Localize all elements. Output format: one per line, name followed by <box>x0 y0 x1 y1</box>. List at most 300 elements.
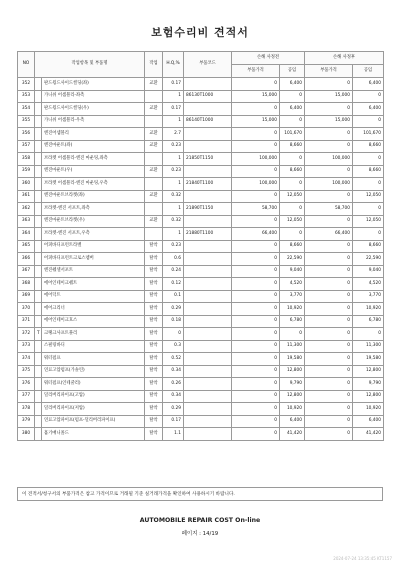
row-part-code <box>184 403 232 416</box>
row-labor-before: 0 <box>280 228 305 241</box>
row-part-price-before: 0 <box>232 103 280 116</box>
table-row <box>18 165 384 178</box>
row-labor-before: 10,920 <box>280 403 305 416</box>
row-part-price-after: 0 <box>305 365 353 378</box>
row-item-name: 브라켓-엔진 서포트,우측 <box>42 228 145 241</box>
table-row <box>18 278 384 291</box>
row-hq: 0.34 <box>163 390 184 403</box>
row-mark <box>35 115 42 128</box>
header-item-name: 작업항목 및 부품명 <box>35 52 145 78</box>
row-mark <box>35 315 42 328</box>
row-part-code: 86140T1000 <box>184 115 232 128</box>
row-labor-after: 8,660 <box>353 140 384 153</box>
row-labor-after: 0 <box>353 115 384 128</box>
header-after-assessment: 손해 사정후 <box>305 52 384 65</box>
row-no: 379 <box>18 415 35 428</box>
row-labor-after: 12,800 <box>353 365 384 378</box>
row-mark <box>35 415 42 428</box>
row-part-price-before: 0 <box>232 353 280 366</box>
row-labor-before: 8,660 <box>280 140 305 153</box>
row-part-code <box>184 103 232 116</box>
row-item-name: 엔진마운트브라켓(우) <box>42 215 145 228</box>
row-item-name: 연료고압펌프(가솔린) <box>42 365 145 378</box>
row-item-name: 워터펌프 <box>42 353 145 366</box>
row-hq: 0.12 <box>163 278 184 291</box>
row-mark <box>35 240 42 253</box>
row-part-price-before: 0 <box>232 78 280 91</box>
row-part-price-after: 0 <box>305 315 353 328</box>
row-part-price-before: 0 <box>232 428 280 441</box>
row-item-name: 딜리버리파이프(저압) <box>42 403 145 416</box>
row-part-price-before: 0 <box>232 328 280 341</box>
row-part-price-before: 0 <box>232 415 280 428</box>
row-labor-after: 22,590 <box>353 253 384 266</box>
row-part-price-before: 15,000 <box>232 90 280 103</box>
row-part-price-before: 0 <box>232 403 280 416</box>
row-item-name: 엔진마운트(우) <box>42 165 145 178</box>
header-part-price-after: 부품가격 <box>305 65 353 78</box>
row-part-code <box>184 215 232 228</box>
footer-title: AUTOMOBILE REPAIR COST On-line <box>139 517 261 524</box>
row-work-type: 탈착 <box>145 278 163 291</box>
row-part-price-after: 0 <box>305 378 353 391</box>
row-mark <box>35 165 42 178</box>
row-hq: 0.23 <box>163 240 184 253</box>
row-labor-after: 3,770 <box>353 290 384 303</box>
row-labor-after: 12,050 <box>353 190 384 203</box>
row-part-price-before: 0 <box>232 290 280 303</box>
row-labor-after: 6,400 <box>353 78 384 91</box>
page-number: 페이지 : 14/19 <box>181 531 219 537</box>
row-hq: 0.34 <box>163 365 184 378</box>
row-labor-after: 9,040 <box>353 265 384 278</box>
row-no: 371 <box>18 315 35 328</box>
row-labor-before: 41,420 <box>280 428 305 441</box>
row-item-name: 워터펌프(인테쿨러) <box>42 378 145 391</box>
row-part-price-before: 0 <box>232 215 280 228</box>
row-hq: 0.29 <box>163 403 184 416</box>
row-work-type: 교환 <box>145 165 163 178</box>
row-labor-before: 10,920 <box>280 303 305 316</box>
row-item-name: 엔진어셈블리 <box>42 128 145 141</box>
row-work-type: 교환 <box>145 128 163 141</box>
row-hq: 0.32 <box>163 190 184 203</box>
row-part-price-before: 0 <box>232 303 280 316</box>
row-part-price-after: 0 <box>305 215 353 228</box>
row-labor-before: 0 <box>280 90 305 103</box>
row-part-price-before: 0 <box>232 190 280 203</box>
row-hq: 1 <box>163 153 184 166</box>
table-body <box>18 78 384 441</box>
row-hq: 0.3 <box>163 340 184 353</box>
row-no: 362 <box>18 203 35 216</box>
row-item-name: 판드윙드사이드씰딩(좌) <box>42 78 145 91</box>
row-no: 367 <box>18 265 35 278</box>
row-labor-before: 3,770 <box>280 290 305 303</box>
row-part-price-before: 58,700 <box>232 203 280 216</box>
table-row <box>18 190 384 203</box>
row-hq: 1.1 <box>163 428 184 441</box>
row-item-name: 에어크리너 <box>42 303 145 316</box>
row-hq: 0.23 <box>163 140 184 153</box>
row-part-code <box>184 428 232 441</box>
row-hq: 1 <box>163 178 184 191</box>
row-hq: 0 <box>163 328 184 341</box>
row-mark <box>35 303 42 316</box>
row-labor-after: 0 <box>353 153 384 166</box>
row-item-name: 스필링바디 <box>42 340 145 353</box>
row-labor-before: 4,520 <box>280 278 305 291</box>
row-work-type: 교환 <box>145 215 163 228</box>
row-work-type: 탈착 <box>145 340 163 353</box>
row-item-name: 딜리버리파이프(고압) <box>42 390 145 403</box>
row-mark <box>35 103 42 116</box>
row-hq: 0.17 <box>163 78 184 91</box>
row-mark <box>35 340 42 353</box>
row-hq: 0.52 <box>163 353 184 366</box>
row-no: 372 <box>18 328 35 341</box>
row-part-code <box>184 278 232 291</box>
row-part-code: 21850T1150 <box>184 153 232 166</box>
row-item-name: 엔진마운트(좌) <box>42 140 145 153</box>
row-part-price-after: 15,000 <box>305 90 353 103</box>
row-labor-before: 19,580 <box>280 353 305 366</box>
row-part-price-before: 100,000 <box>232 178 280 191</box>
row-part-code <box>184 265 232 278</box>
row-part-price-after: 0 <box>305 78 353 91</box>
row-item-name: 가니쉬 어셈블리-우측 <box>42 115 145 128</box>
table-row <box>18 303 384 316</box>
row-part-code <box>184 240 232 253</box>
row-no: 374 <box>18 353 35 366</box>
row-work-type: 탈착 <box>145 390 163 403</box>
row-labor-after: 10,920 <box>353 403 384 416</box>
row-hq: 1 <box>163 228 184 241</box>
row-labor-after: 8,660 <box>353 165 384 178</box>
row-hq: 1 <box>163 203 184 216</box>
row-labor-after: 4,520 <box>353 278 384 291</box>
row-mark <box>35 203 42 216</box>
row-labor-after: 19,580 <box>353 353 384 366</box>
row-no: 361 <box>18 190 35 203</box>
row-mark <box>35 78 42 91</box>
table-row <box>18 228 384 241</box>
row-hq: 0.6 <box>163 253 184 266</box>
row-mark <box>35 153 42 166</box>
row-item-name: 에어인테이크호스 <box>42 315 145 328</box>
row-no: 373 <box>18 340 35 353</box>
row-hq: 0.17 <box>163 415 184 428</box>
row-mark: T <box>35 328 42 341</box>
row-mark <box>35 278 42 291</box>
row-mark <box>35 290 42 303</box>
row-part-price-before: 0 <box>232 165 280 178</box>
row-mark <box>35 378 42 391</box>
header-part-price-before: 부품가격 <box>232 65 280 78</box>
row-part-price-before: 0 <box>232 340 280 353</box>
row-work-type: 탈착 <box>145 353 163 366</box>
row-item-name: 브라켓 어셈블리-엔진 마운팅,우측 <box>42 178 145 191</box>
row-work-type: 탈착 <box>145 315 163 328</box>
row-labor-after: 0 <box>353 203 384 216</box>
row-hq: 2.7 <box>163 128 184 141</box>
row-part-price-after: 0 <box>305 340 353 353</box>
row-labor-before: 6,400 <box>280 78 305 91</box>
row-item-name: 연료고압파이프(펌프-딜리버리파이프) <box>42 415 145 428</box>
row-work-type: 탈착 <box>145 303 163 316</box>
row-part-code <box>184 328 232 341</box>
header-part-code: 부품코드 <box>184 52 232 78</box>
table-row <box>18 403 384 416</box>
row-mark <box>35 428 42 441</box>
row-part-price-after: 15,000 <box>305 115 353 128</box>
row-work-type: 교환 <box>145 190 163 203</box>
row-no: 366 <box>18 253 35 266</box>
table-row <box>18 315 384 328</box>
row-work-type <box>145 203 163 216</box>
row-hq: 0.32 <box>163 215 184 228</box>
row-item-name: 브라켓 어셈블리-엔진 마운팅,좌측 <box>42 153 145 166</box>
row-part-code <box>184 290 232 303</box>
row-labor-before: 12,800 <box>280 390 305 403</box>
row-no: 368 <box>18 278 35 291</box>
row-part-price-before: 100,000 <box>232 153 280 166</box>
row-no: 358 <box>18 153 35 166</box>
table-row <box>18 390 384 403</box>
row-labor-after: 6,400 <box>353 415 384 428</box>
row-labor-after: 0 <box>353 90 384 103</box>
row-part-price-before: 0 <box>232 253 280 266</box>
table-row <box>18 203 384 216</box>
row-part-code: 86130T1000 <box>184 90 232 103</box>
row-part-price-after: 0 <box>305 353 353 366</box>
table-row <box>18 178 384 191</box>
row-labor-after: 10,920 <box>353 303 384 316</box>
row-work-type: 탈착 <box>145 265 163 278</box>
row-part-code: 21880T1100 <box>184 228 232 241</box>
row-part-price-after: 66,400 <box>305 228 353 241</box>
table-row <box>18 265 384 278</box>
row-part-price-after: 0 <box>305 128 353 141</box>
row-work-type: 탈착 <box>145 328 163 341</box>
row-work-type: 탈착 <box>145 290 163 303</box>
row-part-code <box>184 140 232 153</box>
row-labor-after: 0 <box>353 178 384 191</box>
table-row <box>18 340 384 353</box>
row-labor-after: 11,300 <box>353 340 384 353</box>
row-item-name: 엔진쉘셀서포트 <box>42 265 145 278</box>
row-part-price-after: 0 <box>305 415 353 428</box>
row-part-price-after: 58,700 <box>305 203 353 216</box>
row-labor-before: 0 <box>280 178 305 191</box>
row-hq: 0.23 <box>163 165 184 178</box>
row-part-code <box>184 353 232 366</box>
row-part-code <box>184 378 232 391</box>
row-part-price-before: 0 <box>232 128 280 141</box>
row-item-name: 가니쉬 어셈블리-좌측 <box>42 90 145 103</box>
row-part-price-after: 0 <box>305 303 353 316</box>
row-mark <box>35 215 42 228</box>
row-work-type: 탈착 <box>145 253 163 266</box>
row-item-name: 어퍼바디프런트크로스멤버 <box>42 253 145 266</box>
row-part-code <box>184 190 232 203</box>
table-row <box>18 428 384 441</box>
row-labor-before: 6,400 <box>280 415 305 428</box>
row-hq: 0.18 <box>163 315 184 328</box>
row-labor-after: 9,790 <box>353 378 384 391</box>
row-part-price-after: 0 <box>305 165 353 178</box>
row-part-price-before: 0 <box>232 265 280 278</box>
row-labor-before: 12,050 <box>280 215 305 228</box>
row-part-price-after: 0 <box>305 278 353 291</box>
row-part-code <box>184 390 232 403</box>
row-part-price-before: 15,000 <box>232 115 280 128</box>
row-part-price-after: 100,000 <box>305 178 353 191</box>
row-work-type: 교환 <box>145 103 163 116</box>
notice-box: 이 견적서/청구서의 부품가격은 참고 가격이므로 거래될 기준 실거래가격을 확인하여 사용하시기 바랍니다. <box>17 487 383 501</box>
row-no: 365 <box>18 240 35 253</box>
row-hq: 0.24 <box>163 265 184 278</box>
row-part-code <box>184 365 232 378</box>
row-mark <box>35 390 42 403</box>
row-part-price-after: 0 <box>305 265 353 278</box>
row-part-price-before: 0 <box>232 390 280 403</box>
row-item-name: 어퍼바디프런트라벨 <box>42 240 145 253</box>
row-mark <box>35 190 42 203</box>
row-part-price-after: 0 <box>305 240 353 253</box>
row-labor-before: 0 <box>280 328 305 341</box>
row-labor-before: 101,670 <box>280 128 305 141</box>
row-hq: 1 <box>163 90 184 103</box>
row-work-type <box>145 90 163 103</box>
row-labor-before: 11,300 <box>280 340 305 353</box>
row-labor-before: 12,050 <box>280 190 305 203</box>
row-item-name: 엔진마운트브라켓(좌) <box>42 190 145 203</box>
row-no: 357 <box>18 140 35 153</box>
table-row <box>18 240 384 253</box>
row-work-type: 탈착 <box>145 428 163 441</box>
row-part-price-before: 0 <box>232 140 280 153</box>
header-labor-after: 공임 <box>353 65 384 78</box>
row-no: 376 <box>18 378 35 391</box>
row-part-code <box>184 340 232 353</box>
row-mark <box>35 403 42 416</box>
row-labor-before: 8,660 <box>280 240 305 253</box>
row-work-type: 탈착 <box>145 240 163 253</box>
table-row <box>18 153 384 166</box>
row-hq: 0.26 <box>163 378 184 391</box>
row-part-price-before: 66,400 <box>232 228 280 241</box>
row-mark <box>35 140 42 153</box>
table-row <box>18 328 384 341</box>
table-row <box>18 365 384 378</box>
row-item-name: 크랭크사프트풀리 <box>42 328 145 341</box>
row-labor-after: 0 <box>353 228 384 241</box>
row-hq: 1 <box>163 115 184 128</box>
row-labor-before: 6,400 <box>280 103 305 116</box>
row-part-price-after: 0 <box>305 140 353 153</box>
row-labor-before: 8,660 <box>280 165 305 178</box>
row-part-price-after: 0 <box>305 290 353 303</box>
row-part-price-before: 0 <box>232 378 280 391</box>
row-work-type <box>145 115 163 128</box>
table-header <box>18 52 384 78</box>
row-no: 375 <box>18 365 35 378</box>
row-labor-before: 0 <box>280 115 305 128</box>
row-part-code <box>184 253 232 266</box>
table-row <box>18 415 384 428</box>
row-part-price-after: 0 <box>305 428 353 441</box>
row-hq: 0.29 <box>163 303 184 316</box>
row-part-price-after: 0 <box>305 328 353 341</box>
row-labor-after: 0 <box>353 328 384 341</box>
row-item-name: 에어인테이크쉘트 <box>42 278 145 291</box>
row-labor-after: 6,780 <box>353 315 384 328</box>
row-part-code <box>184 78 232 91</box>
row-no: 363 <box>18 215 35 228</box>
row-labor-before: 9,790 <box>280 378 305 391</box>
row-part-code: 21840T1100 <box>184 178 232 191</box>
header-work: 작업 <box>145 52 163 78</box>
table-row <box>18 115 384 128</box>
row-mark <box>35 178 42 191</box>
row-item-name: 브라켓-엔진 서포트,좌측 <box>42 203 145 216</box>
row-no: 352 <box>18 78 35 91</box>
row-labor-before: 6,780 <box>280 315 305 328</box>
row-part-price-after: 0 <box>305 103 353 116</box>
row-labor-before: 12,800 <box>280 365 305 378</box>
row-item-name: 에어덕트 <box>42 290 145 303</box>
row-work-type: 탈착 <box>145 415 163 428</box>
row-no: 380 <box>18 428 35 441</box>
row-labor-before: 22,590 <box>280 253 305 266</box>
row-no: 364 <box>18 228 35 241</box>
row-work-type: 탈착 <box>145 365 163 378</box>
row-labor-after: 101,670 <box>353 128 384 141</box>
row-labor-after: 6,400 <box>353 103 384 116</box>
row-part-code <box>184 128 232 141</box>
table-row <box>18 378 384 391</box>
row-mark <box>35 353 42 366</box>
row-work-type <box>145 178 163 191</box>
row-part-code <box>184 303 232 316</box>
table-row <box>18 128 384 141</box>
row-no: 359 <box>18 165 35 178</box>
table-row <box>18 140 384 153</box>
row-labor-after: 12,800 <box>353 390 384 403</box>
row-part-price-before: 0 <box>232 278 280 291</box>
row-no: 354 <box>18 103 35 116</box>
row-no: 378 <box>18 403 35 416</box>
row-part-price-after: 100,000 <box>305 153 353 166</box>
row-mark <box>35 365 42 378</box>
row-part-price-before: 0 <box>232 365 280 378</box>
row-mark <box>35 265 42 278</box>
row-item-name: 흡기매니폴드 <box>42 428 145 441</box>
row-part-code <box>184 315 232 328</box>
header-labor-before: 공임 <box>280 65 305 78</box>
estimate-table <box>17 51 384 441</box>
row-part-price-after: 0 <box>305 253 353 266</box>
row-item-name: 판드윙드사이드씰딩(우) <box>42 103 145 116</box>
row-mark <box>35 128 42 141</box>
table-row <box>18 103 384 116</box>
row-work-type <box>145 228 163 241</box>
row-labor-before: 0 <box>280 203 305 216</box>
document-title: 보험수리비 견적서 <box>151 26 249 39</box>
row-part-code <box>184 415 232 428</box>
row-work-type: 교환 <box>145 140 163 153</box>
